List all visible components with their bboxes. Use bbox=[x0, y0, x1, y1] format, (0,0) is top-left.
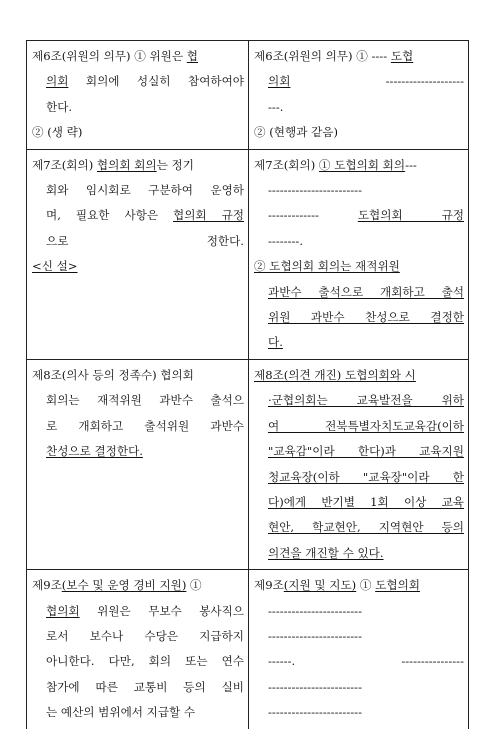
text-line bbox=[32, 573, 244, 598]
text-line bbox=[254, 229, 464, 254]
text-segment: 로 개회하고 출석위원 과반수 bbox=[46, 418, 244, 433]
text-segment: 로서 보수나 수당은 지급하지 bbox=[46, 628, 244, 643]
text-line bbox=[32, 624, 244, 649]
text-line bbox=[32, 203, 244, 228]
text-line bbox=[254, 120, 464, 145]
underlined-text: 찬성으로 결정한다. bbox=[46, 444, 143, 459]
text-segment: ② (현행과 같음) bbox=[254, 125, 339, 140]
text-segment: 참가에 따른 교통비 등의 실비 bbox=[46, 679, 244, 694]
text-segment: ② (생 략) bbox=[32, 125, 83, 140]
text-line bbox=[254, 599, 464, 624]
text-line bbox=[254, 675, 464, 700]
text-segment: 위원은 무보수 봉사직으 bbox=[79, 603, 244, 618]
text-line bbox=[32, 69, 244, 94]
current-text-cell bbox=[27, 570, 249, 729]
text-line bbox=[32, 363, 244, 388]
text-line bbox=[32, 388, 244, 413]
article-row bbox=[27, 41, 469, 150]
text-segment: ① bbox=[356, 578, 376, 593]
text-line bbox=[254, 541, 464, 566]
text-line bbox=[254, 363, 464, 388]
text-segment: ------------------------ bbox=[268, 628, 363, 643]
current-text-cell bbox=[27, 149, 249, 359]
text-line bbox=[254, 305, 464, 330]
underlined-text: 다)에게 반기별 1회 이상 교육 bbox=[268, 494, 464, 509]
underlined-text: 의회 bbox=[268, 74, 291, 89]
text-line bbox=[254, 515, 464, 540]
underlined-text: 협의회 bbox=[46, 603, 80, 618]
current-text-cell bbox=[27, 41, 249, 150]
underlined-text: 과반수 출석으로 개회하고 출석 bbox=[268, 284, 464, 299]
text-line bbox=[254, 700, 464, 725]
revised-text-cell bbox=[249, 359, 469, 569]
text-segment: 제8조(의사 등의 정족수) 협의회 bbox=[32, 367, 194, 382]
text-line bbox=[254, 439, 464, 464]
text-line bbox=[254, 153, 464, 178]
underlined-text: 도협 bbox=[390, 49, 414, 63]
text-segment: ------------------------ bbox=[268, 705, 363, 720]
text-segment: 회와 임시회로 구분하여 운영하 bbox=[46, 183, 244, 198]
text-segment: -------------------- bbox=[290, 74, 464, 89]
text-line bbox=[254, 44, 464, 69]
text-line bbox=[254, 573, 464, 598]
underlined-text: ① 도협의회 회의 bbox=[318, 157, 406, 172]
text-line bbox=[254, 95, 464, 120]
underlined-text: <신 설> bbox=[32, 259, 78, 274]
text-segment: 는 예산의 범위에서 지급할 수 bbox=[46, 705, 196, 720]
text-line bbox=[32, 675, 244, 700]
text-segment: 으로 정한다. bbox=[46, 233, 244, 248]
text-line bbox=[254, 465, 464, 490]
text-line bbox=[32, 44, 244, 69]
amendment-comparison-table bbox=[26, 40, 469, 729]
underlined-text: 현안, 학교현안, 지역현안 등의 bbox=[268, 520, 464, 535]
text-segment: 제6조(위원의 의무) ① 위원은 bbox=[32, 49, 187, 63]
text-segment: 회의는 재적위원 과반수 출석으 bbox=[46, 393, 244, 408]
text-line bbox=[254, 178, 464, 203]
underlined-text: 의회 bbox=[46, 74, 69, 89]
text-line bbox=[32, 178, 244, 203]
underlined-text: 도협의회 규정 bbox=[357, 208, 464, 223]
text-segment: ---. bbox=[268, 99, 284, 114]
text-segment: 는 정기 bbox=[156, 157, 194, 172]
underlined-text: (보수 및 운영 경비 지원) bbox=[61, 578, 187, 593]
text-line bbox=[254, 69, 464, 94]
underlined-text: 도협의회 bbox=[375, 578, 420, 593]
text-segment: 제7조(회의) bbox=[254, 157, 319, 172]
text-segment: 제6조(위원의 의무) ① ---- bbox=[254, 49, 391, 63]
text-segment: 제9조 bbox=[32, 578, 62, 593]
text-segment: ------------------------ bbox=[268, 183, 363, 198]
revised-text-cell bbox=[249, 41, 469, 150]
text-line bbox=[32, 649, 244, 674]
underlined-text: ·군협의회는 교육발전을 위하 bbox=[268, 393, 464, 408]
article-row bbox=[27, 149, 469, 359]
underlined-text: (지원 및 지도) bbox=[283, 578, 357, 593]
text-line bbox=[254, 624, 464, 649]
text-line bbox=[32, 439, 244, 464]
text-segment: 아니한다. 다만, 회의 또는 연수 bbox=[46, 654, 244, 669]
text-segment: ------------- bbox=[268, 208, 358, 223]
text-segment: --------. bbox=[268, 233, 304, 248]
text-segment: 며, 필요한 사항은 bbox=[46, 208, 174, 223]
text-segment: --- bbox=[405, 157, 417, 172]
text-line bbox=[32, 153, 244, 178]
underlined-text: 협의회 규정 bbox=[173, 208, 244, 223]
underlined-text: 여 전북특별자치도교육감(이하 bbox=[268, 418, 464, 433]
text-segment: 한다. bbox=[46, 99, 73, 114]
text-line bbox=[32, 599, 244, 624]
article-row bbox=[27, 359, 469, 569]
text-line bbox=[254, 280, 464, 305]
text-line bbox=[254, 490, 464, 515]
text-line bbox=[32, 95, 244, 120]
text-segment: ------. ---------------- bbox=[268, 654, 464, 669]
underlined-text: ② 도협의회 회의는 재적위원 bbox=[254, 259, 400, 274]
revised-text-cell bbox=[249, 570, 469, 729]
current-text-cell bbox=[27, 359, 249, 569]
text-line bbox=[32, 414, 244, 439]
underlined-text: 다. bbox=[268, 335, 283, 350]
text-line bbox=[254, 649, 464, 674]
underlined-text: 의견을 개진할 수 있다. bbox=[268, 545, 384, 560]
text-segment: 제7조(회의) bbox=[32, 157, 97, 172]
revised-text-cell bbox=[249, 149, 469, 359]
underlined-text: 협 bbox=[186, 49, 198, 63]
underlined-text: 제8조(의견 개진) 도협의회와 시 bbox=[254, 367, 416, 382]
text-line bbox=[254, 414, 464, 439]
underlined-text: 위원 과반수 찬성으로 결정한 bbox=[268, 310, 464, 325]
text-line bbox=[254, 254, 464, 279]
text-line bbox=[32, 120, 244, 145]
text-segment: 제9조 bbox=[254, 578, 284, 593]
text-line bbox=[254, 330, 464, 355]
text-line bbox=[254, 388, 464, 413]
text-line bbox=[32, 229, 244, 254]
article-row bbox=[27, 570, 469, 729]
underlined-text: 청교육장(이하 "교육장"이라 한 bbox=[268, 469, 464, 484]
underlined-text: "교육감"이라 한다)과 교육지원 bbox=[268, 444, 464, 459]
text-line bbox=[32, 254, 244, 279]
text-line bbox=[32, 700, 244, 725]
text-segment: ------------------------ bbox=[268, 603, 363, 618]
text-segment: 회의에 성실히 참여하여야 bbox=[68, 74, 244, 89]
text-segment: ① bbox=[186, 578, 202, 593]
text-line bbox=[254, 203, 464, 228]
text-segment: ------------------------ bbox=[268, 679, 363, 694]
underlined-text: 협의회 회의 bbox=[96, 157, 157, 172]
